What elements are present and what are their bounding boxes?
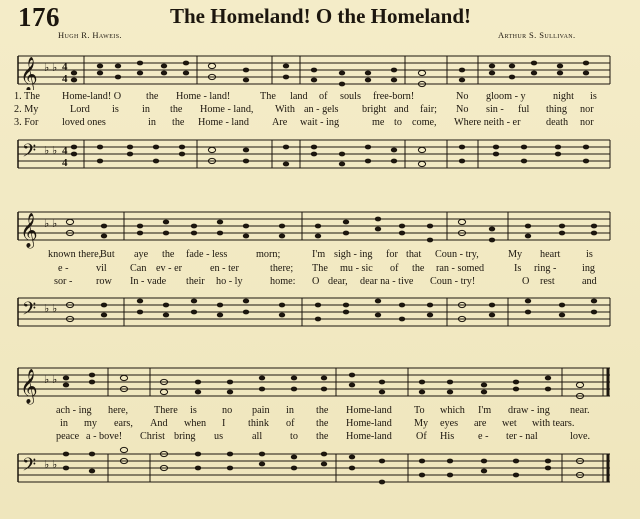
lyric-syllable: ran - somed [436,263,485,274]
lyric-syllable: sor - [54,276,73,287]
lyric-syllable: aye [134,249,149,260]
lyric-syllable: to [394,117,402,128]
lyric-syllable: My [508,249,523,260]
lyric-syllable: Lord [70,104,90,115]
lyric-syllable: pain [252,405,270,416]
lyric-syllable: dear, [328,276,348,287]
svg-text:4: 4 [62,145,68,157]
lyric-syllable: In - vade [130,276,167,287]
lyric-syllable: fade - less [186,249,228,260]
lyric-syllable: nor [580,104,594,115]
lyric-line-v3-l3 [0,431,640,444]
lyric-syllable: the [316,418,329,429]
lyric-syllable: My [414,418,429,429]
lyric-syllable: ears, [114,418,133,429]
svg-text:♭ ♭: ♭ ♭ [44,459,58,471]
lyric-syllable: Home - land, [200,104,254,115]
treble-clef-icon: 𝄞 [20,214,38,247]
lyric-syllable: in [148,117,156,128]
lyric-syllable: wet [502,418,517,429]
lyric-syllable: all [252,431,263,442]
lyric-syllable: wait - ing [300,117,340,128]
lyric-syllable: ev - er [156,263,183,274]
lyric-syllable: There [154,405,178,416]
lyric-syllable: Of [416,431,427,442]
lyric-syllable: draw - ing [508,405,550,416]
lyric-line-v2-l1 [0,104,640,117]
lyric-syllable: the [316,405,329,416]
lyric-syllable: the [316,431,329,442]
svg-text:♭ ♭: ♭ ♭ [44,145,58,157]
lyric-syllable: heart [540,249,561,260]
lyric-syllable: Home-land [346,418,392,429]
lyric-syllable: bright [362,104,387,115]
lyric-syllable: of [319,91,328,102]
lyric-syllable: The [312,263,328,274]
lyric-syllable: en - ter [210,263,239,274]
lyric-syllable: His [440,431,455,442]
lyric-syllable: and [394,104,409,115]
lyric-syllable: loved ones [62,117,106,128]
lyric-syllable: with tears. [532,418,575,429]
lyric-syllable: Home - land! [176,91,231,102]
lyric-syllable: vil [96,263,107,274]
lyric-syllable: of [390,263,399,274]
treble-staff-system-1 [0,50,640,90]
lyric-syllable: and [582,276,597,287]
treble-clef-icon: 𝄞 [20,370,38,403]
lyric-syllable: 3. For [14,117,39,128]
lyric-syllable: the [170,104,183,115]
lyric-syllable: eyes [440,418,459,429]
lyric-syllable: 2. My [14,104,39,115]
lyric-syllable: Home-land [346,431,392,442]
lyric-syllable: ho - ly [216,276,243,287]
bass-clef-icon: 𝄢 [22,140,37,165]
lyric-syllable: rest [540,276,555,287]
lyric-syllable: ful [518,104,530,115]
lyric-syllable: home: [270,276,296,287]
lyric-syllable: 1. The [14,91,40,102]
lyric-syllable: No [456,104,469,115]
svg-text:4: 4 [62,157,68,169]
svg-text:♭ ♭: ♭ ♭ [44,303,58,315]
lyric-syllable: To [414,405,425,416]
lyric-syllable: And [150,418,168,429]
lyric-syllable: ter - nal [506,431,538,442]
bass-staff-system-3 [0,446,640,496]
lyric-syllable: there; [270,263,294,274]
lyric-syllable: me [372,117,385,128]
lyric-line-v1-l1 [0,91,640,104]
bass-clef-icon: 𝄢 [22,298,37,323]
lyric-syllable: the [412,263,425,274]
lyric-syllable: which [440,405,465,416]
lyric-syllable: a - bove! [86,431,123,442]
svg-text:4: 4 [62,61,68,73]
lyric-line-v1-l3 [0,405,640,418]
hymn-title: The Homeland! O the Homeland! [170,4,472,28]
lyric-syllable: the [162,249,175,260]
treble-staff-system-3 [0,362,640,406]
lyric-syllable: their [186,276,205,287]
lyric-syllable: Can [130,263,147,274]
lyric-syllable: is [586,249,593,260]
lyric-syllable: I'm [312,249,326,260]
lyric-syllable: With [275,104,295,115]
lyric-syllable: I [222,418,226,429]
lyric-syllable: is [590,91,597,102]
lyric-syllable: an - gels [304,104,339,115]
lyric-syllable: mu - sic [340,263,373,274]
lyric-line-v2-l2 [0,263,640,276]
lyric-syllable: the [146,91,159,102]
lyric-syllable: ring - [534,263,557,274]
lyric-syllable: known there, [48,249,102,260]
lyric-syllable: gloom - y [486,91,526,102]
lyric-syllable: No [456,91,469,102]
treble-clef-icon: 𝄞 [20,58,38,90]
lyric-syllable: e - [58,263,69,274]
lyric-syllable: no [222,405,233,416]
lyric-syllable: souls [340,91,361,102]
svg-text:♭ ♭: ♭ ♭ [44,218,58,230]
treble-staff-system-2 [0,204,640,252]
lyric-syllable: in [142,104,150,115]
lyric-syllable: sin - [486,104,504,115]
lyric-syllable: in [286,405,294,416]
lyric-syllable: sigh - ing [334,249,373,260]
lyric-syllable: free-born! [373,91,415,102]
lyric-syllable: ach - ing [56,405,92,416]
lyric-syllable: Coun - try! [430,276,476,287]
lyric-syllable: Home-land [346,405,392,416]
lyric-syllable: my [84,418,98,429]
lyric-syllable: near. [570,405,590,416]
lyric-syllable: O [522,276,530,287]
lyric-syllable: Christ [140,431,165,442]
lyric-syllable: land [290,91,308,102]
lyric-syllable: come, [412,117,437,128]
bass-staff-system-1 [0,134,640,174]
lyric-syllable: Are [272,117,288,128]
lyric-syllable: The [260,91,276,102]
lyric-syllable: fair; [420,104,437,115]
lyric-syllable: are [474,418,487,429]
lyric-syllable: Coun - try, [435,249,479,260]
composer-credit: Arthur S. Sullivan. [498,30,576,40]
bass-clef-icon: 𝄢 [22,454,37,479]
lyric-syllable: when [184,418,207,429]
lyric-syllable: death [546,117,569,128]
lyric-syllable: for [386,249,398,260]
lyric-syllable: ing [582,263,596,274]
lyric-syllable: us [214,431,224,442]
lyric-syllable: is [112,104,119,115]
lyric-line-v2-l3 [0,418,640,431]
lyric-syllable: But [100,249,115,260]
lyric-syllable: night [553,91,574,102]
svg-text:4: 4 [62,73,68,85]
lyric-line-v3-l1 [0,117,640,130]
lyric-syllable: e - [478,431,489,442]
lyric-syllable: in [60,418,68,429]
lyric-syllable: Home-land! O [62,91,122,102]
lyric-syllable: peace [56,431,80,442]
bass-staff-system-2 [0,290,640,336]
lyric-syllable: morn; [256,249,281,260]
lyric-syllable: the [172,117,185,128]
lyric-syllable: I'm [478,405,492,416]
lyric-syllable: is [190,405,197,416]
lyric-syllable: Where neith - er [454,117,521,128]
lyricist-credit: Hugh R. Haweis. [58,30,122,40]
lyric-syllable: dear na - tive [360,276,414,287]
lyric-line-v3-l2 [0,276,640,289]
lyric-syllable: of [286,418,295,429]
svg-text:♭ ♭: ♭ ♭ [44,62,58,74]
svg-text:♭ ♭: ♭ ♭ [44,374,58,386]
lyric-syllable: bring [174,431,196,442]
lyric-syllable: Is [514,263,522,274]
lyric-syllable: thing [546,104,567,115]
lyric-syllable: here, [108,405,129,416]
lyric-syllable: love. [570,431,591,442]
hymn-number: 176 [18,2,60,32]
lyric-syllable: nor [580,117,594,128]
lyric-syllable: that [406,249,422,260]
lyric-syllable: O [312,276,320,287]
lyric-syllable: row [96,276,112,287]
lyric-syllable: to [290,431,298,442]
lyric-syllable: think [248,418,269,429]
lyric-syllable: Home - land [198,117,249,128]
lyric-line-v1-l2 [0,249,640,262]
